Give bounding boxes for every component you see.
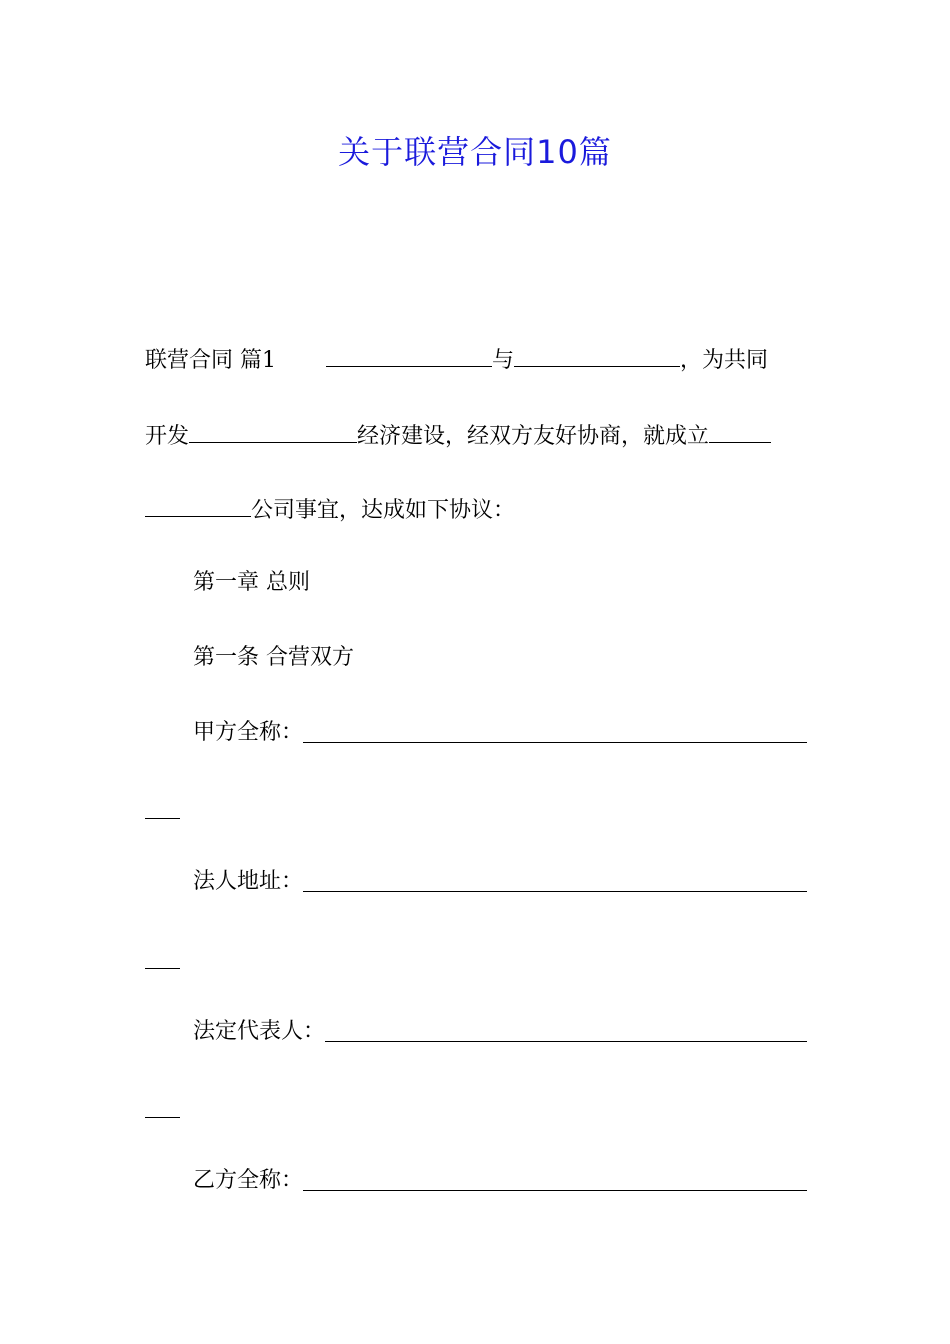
intro-company: 公司事宜，达成如下协议：	[251, 498, 516, 523]
chapter-heading: 第一章 总则	[193, 570, 310, 595]
party-b-name-blank	[303, 1168, 807, 1191]
party-a-name-row	[193, 718, 807, 748]
legal-representative-blank	[325, 1019, 807, 1042]
document-title: 关于联营合同10篇	[338, 133, 612, 171]
party-b-name-row	[193, 1166, 807, 1196]
intro-line-2	[145, 420, 807, 452]
intro-heading: 联营合同 篇1	[145, 348, 276, 373]
legal-address-blank	[303, 869, 807, 892]
party-a-name-label: 甲方全称：	[193, 720, 304, 745]
intro-develop: 开发	[145, 424, 190, 449]
legal-address-row	[193, 867, 807, 897]
intro-construction: 经济建设，经双方友好协商，就成立	[357, 424, 710, 449]
blank-party-a	[326, 344, 492, 367]
party-b-name-label: 乙方全称：	[193, 1168, 304, 1193]
intro-together: ，为共同	[680, 348, 769, 373]
legal-address-blank-continued	[145, 967, 180, 969]
intro-with: 与	[492, 348, 515, 373]
legal-address-label: 法人地址：	[193, 869, 304, 894]
intro-line-1	[145, 344, 807, 376]
blank-project	[189, 420, 357, 443]
blank-company-part-1	[709, 420, 771, 443]
legal-representative-row	[193, 1017, 807, 1047]
article-heading: 第一条 合营双方	[193, 645, 354, 670]
legal-representative-blank-continued	[145, 1116, 180, 1118]
blank-company-part-2	[145, 494, 251, 517]
party-a-name-blank-continued	[145, 817, 180, 819]
party-a-name-blank	[303, 720, 807, 743]
blank-party-b	[514, 344, 680, 367]
intro-line-3	[145, 494, 807, 526]
legal-representative-label: 法定代表人：	[193, 1019, 326, 1044]
